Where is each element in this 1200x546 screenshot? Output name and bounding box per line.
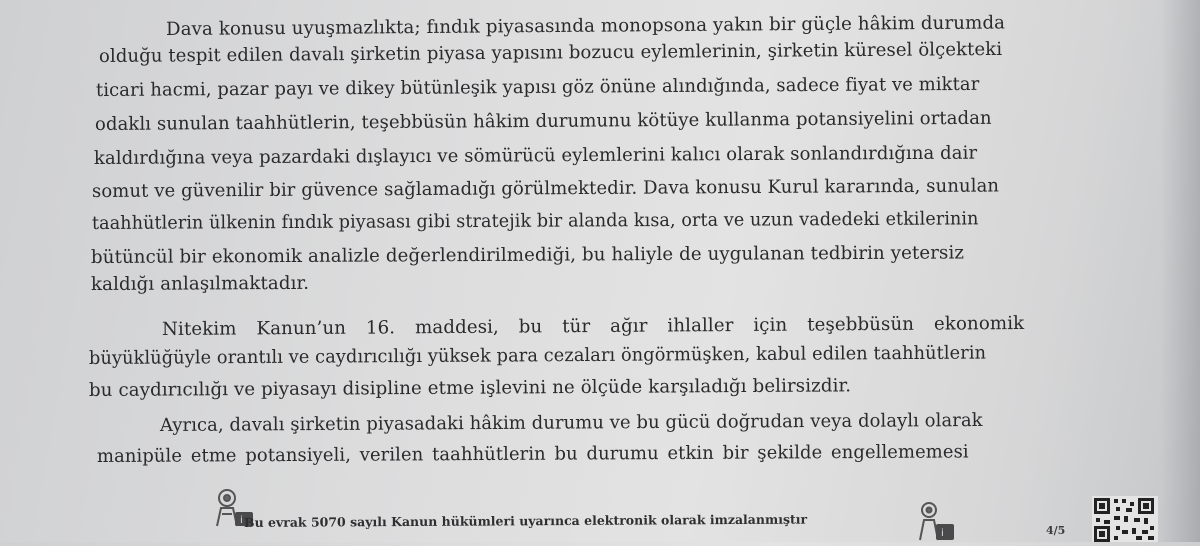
text-line: Nitekim Kanun’un 16. maddesi, bu tür ağır ihlaller için teşebbüsün ekonomik <box>161 312 1025 340</box>
text-line: olduğu tespit edilen davalı şirketin piyasa yapısını bozucu eylemlerinin, şirketin küresel ölçekteki <box>98 38 1003 67</box>
text-line: somut ve güvenilir bir güvence sağlamadığı görülmektedir. Dava konusu Kurul kararında, sunulan <box>91 175 1000 202</box>
text-line: odaklı sunulan taahhütlerin, teşebbüsün hâkim durumunu kötüye kullanma potansiyelini ortadan <box>94 107 992 135</box>
svg-text:i: i <box>240 515 243 526</box>
text-line: Ayrıca, davalı şirketin piyasadaki hâkim durumu ve bu gücü doğrudan veya dolaylı olarak <box>159 409 983 436</box>
page-number: 4/5 <box>1046 524 1066 537</box>
text-line: taahhütlerin ülkenin fındık piyasası gibi stratejik bir alanda kısa, orta ve uzun vadedeki etkilerinin <box>91 208 979 234</box>
qr-code <box>1092 496 1158 542</box>
e-signature-stamp-icon <box>912 498 958 546</box>
text-line: büyüklüğüyle orantılı ve caydırıcılığı yüksek para cezaları öngörmüşken, kabul edilen taahhütlerin <box>88 342 987 369</box>
text-line: Dava konusu uyuşmazlıkta; fındık piyasasında monopsona yakın bir güçle hâkim durumda <box>165 12 1006 40</box>
text-line: bütüncül bir ekonomik analizle değerlendirilmediği, bu haliyle de uygulanan tedbirin yetersiz <box>90 242 965 268</box>
text-line: ticari hacmi, pazar payı ve dikey bütünleşik yapısı göz önüne alındığında, sadece fiyat ve miktar <box>95 73 980 101</box>
text-line: kaldığı anlaşılmaktadır. <box>90 272 310 295</box>
text-line: bu caydırıcılığı ve piyasayı disipline etme işlevini ne ölçüde karşıladığı belirsizdir. <box>88 375 852 401</box>
page-edge-shadow <box>1160 0 1200 542</box>
svg-text:i: i <box>941 528 944 539</box>
e-signature-notice: Bu evrak 5070 sayılı Kanun hükümleri uyarınca elektronik olarak imzalanmıştır <box>243 511 808 530</box>
text-line: manipüle etme potansiyeli, verilen taahhütlerin bu durumu etkin bir şekilde engellememesi <box>96 441 969 467</box>
text-line: kaldırdığına veya pazardaki dışlayıcı ve sömürücü eylemlerini kalıcı olarak sonlandırdığına dair <box>93 142 978 169</box>
